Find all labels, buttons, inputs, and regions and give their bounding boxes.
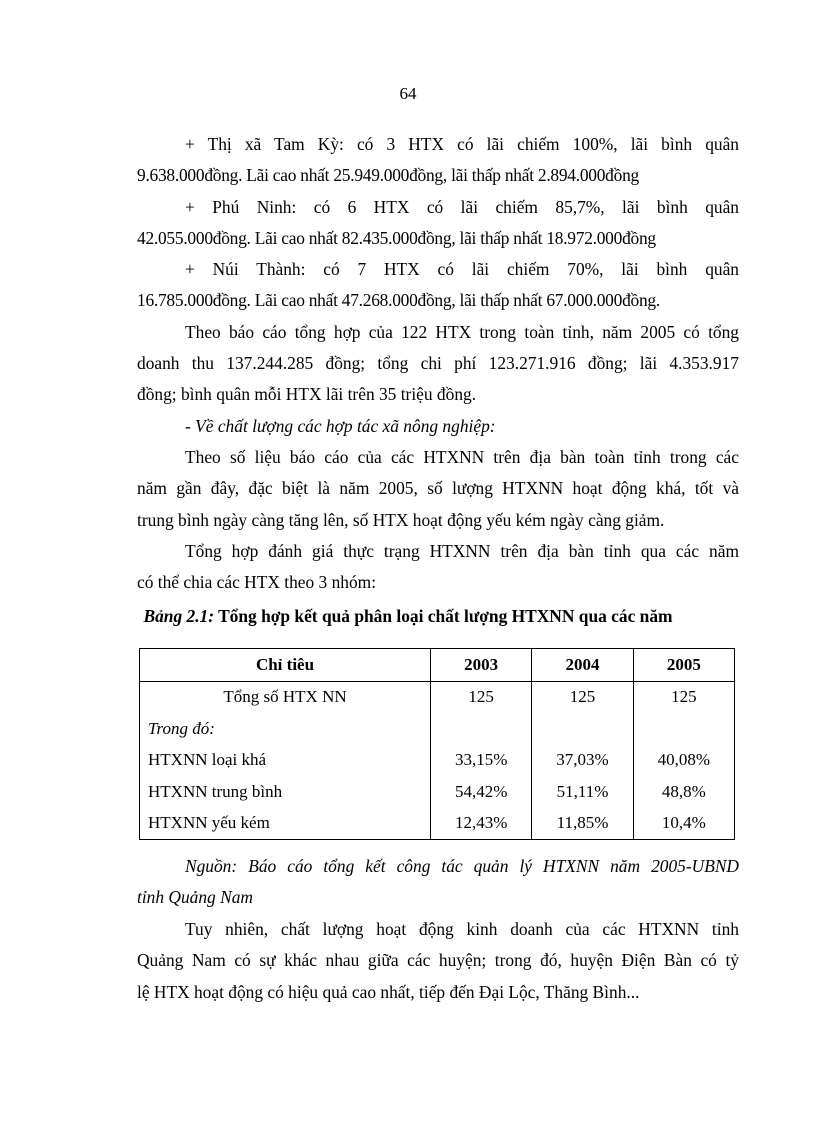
body-text bbox=[137, 129, 739, 598]
table-row bbox=[140, 808, 735, 840]
table-cell: 125 bbox=[633, 681, 734, 713]
text-line: có thể chia các HTX theo 3 nhóm: bbox=[137, 572, 377, 593]
column-header: 2004 bbox=[532, 649, 633, 682]
text-line: + Phú Ninh: có 6 HTX có lãi chiếm 85,7%, lãi bình quân bbox=[185, 196, 739, 217]
text-line: - Về chất lượng các hợp tác xã nông nghiệp: bbox=[185, 415, 496, 436]
table-row bbox=[140, 745, 735, 777]
table-header-row bbox=[140, 649, 735, 682]
table-cell bbox=[633, 713, 734, 745]
row-label: HTXNN yếu kém bbox=[140, 808, 431, 840]
table-caption-text: Tổng hợp kết quả phân loại chất lượng HTXNN qua các năm bbox=[214, 606, 673, 626]
text-line: Quảng Nam có sự khác nhau giữa các huyện; trong đó, huyện Điện Bàn có tỷ bbox=[137, 950, 739, 971]
page-number: 64 bbox=[399, 84, 417, 103]
table-cell bbox=[431, 713, 532, 745]
row-label: HTXNN trung bình bbox=[140, 776, 431, 808]
text-line: lệ HTX hoạt động có hiệu quả cao nhất, tiếp đến Đại Lộc, Thăng Bình... bbox=[137, 981, 640, 1002]
column-header: 2005 bbox=[633, 649, 734, 682]
table-cell: 11,85% bbox=[532, 808, 633, 840]
row-label: Tổng số HTX NN bbox=[140, 681, 431, 713]
text-line: trung bình ngày càng tăng lên, số HTX hoạt động yếu kém ngày càng giảm. bbox=[137, 509, 665, 530]
text-line: Tổng hợp đánh giá thực trạng HTXNN trên địa bàn tỉnh qua các năm bbox=[185, 540, 739, 561]
text-line: + Núi Thành: có 7 HTX có lãi chiếm 70%, lãi bình quân bbox=[185, 259, 739, 280]
text-line: tỉnh Quảng Nam bbox=[137, 887, 253, 908]
table-cell: 54,42% bbox=[431, 776, 532, 808]
table-caption-label: Bảng 2.1: bbox=[143, 606, 215, 626]
text-line: Tuy nhiên, chất lượng hoạt động kinh doanh của các HTXNN tỉnh bbox=[185, 919, 739, 939]
paragraph-nui-thanh bbox=[137, 254, 739, 317]
table-row bbox=[140, 681, 735, 713]
text-line: doanh thu 137.244.285 đồng; tổng chi phí 123.271.916 đồng; lãi 4.353.917 bbox=[137, 353, 739, 374]
text-line: + Thị xã Tam Kỳ: có 3 HTX có lãi chiếm 100%, lãi bình quân bbox=[185, 134, 739, 154]
text-line: Nguồn: Báo cáo tổng kết công tác quản lý HTXNN năm 2005-UBND bbox=[185, 856, 739, 876]
paragraph-grouping bbox=[137, 536, 739, 599]
paragraph-tam-ky bbox=[137, 129, 739, 192]
table-cell: 12,43% bbox=[431, 808, 532, 840]
table-cell: 125 bbox=[431, 681, 532, 713]
table-cell: 10,4% bbox=[633, 808, 734, 840]
text-line: 16.785.000đồng. Lãi cao nhất 47.268.000đồng, lãi thấp nhất 67.000.000đồng. bbox=[137, 290, 660, 311]
text-line: 9.638.000đồng. Lãi cao nhất 25.949.000đồng, lãi thấp nhất 2.894.000đồng bbox=[137, 165, 639, 186]
paragraph-closing bbox=[137, 914, 739, 1008]
table-cell: 125 bbox=[532, 681, 633, 713]
table-cell bbox=[532, 713, 633, 745]
table-row bbox=[140, 713, 735, 745]
paragraph-quality-intro bbox=[137, 442, 739, 536]
source-note bbox=[137, 851, 739, 914]
table-cell: 33,15% bbox=[431, 745, 532, 777]
text-line: 42.055.000đồng. Lãi cao nhất 82.435.000đồng, lãi thấp nhất 18.972.000đồng bbox=[137, 227, 656, 248]
table-row bbox=[140, 776, 735, 808]
text-line: Theo số liệu báo cáo của các HTXNN trên địa bàn toàn tỉnh trong các bbox=[185, 446, 739, 467]
column-header: 2003 bbox=[431, 649, 532, 682]
table-cell: 40,08% bbox=[633, 745, 734, 777]
table-cell: 48,8% bbox=[633, 776, 734, 808]
paragraph-summary bbox=[137, 317, 739, 411]
quality-heading bbox=[137, 411, 739, 442]
text-line: năm gần đây, đặc biệt là năm 2005, số lượng HTXNN hoạt động khá, tốt và bbox=[137, 478, 739, 499]
row-label: HTXNN loại khá bbox=[140, 745, 431, 777]
quality-table bbox=[139, 648, 735, 840]
text-line: đồng; bình quân mỗi HTX lãi trên 35 triệu đồng. bbox=[137, 384, 477, 405]
table-cell: 51,11% bbox=[532, 776, 633, 808]
text-line: Theo báo cáo tổng hợp của 122 HTX trong toàn tỉnh, năm 2005 có tổng bbox=[185, 321, 739, 342]
row-label: Trong đó: bbox=[140, 713, 431, 745]
column-header: Chỉ tiêu bbox=[140, 649, 431, 682]
table-cell: 37,03% bbox=[532, 745, 633, 777]
paragraph-phu-ninh bbox=[137, 192, 739, 255]
table-caption bbox=[0, 606, 816, 627]
